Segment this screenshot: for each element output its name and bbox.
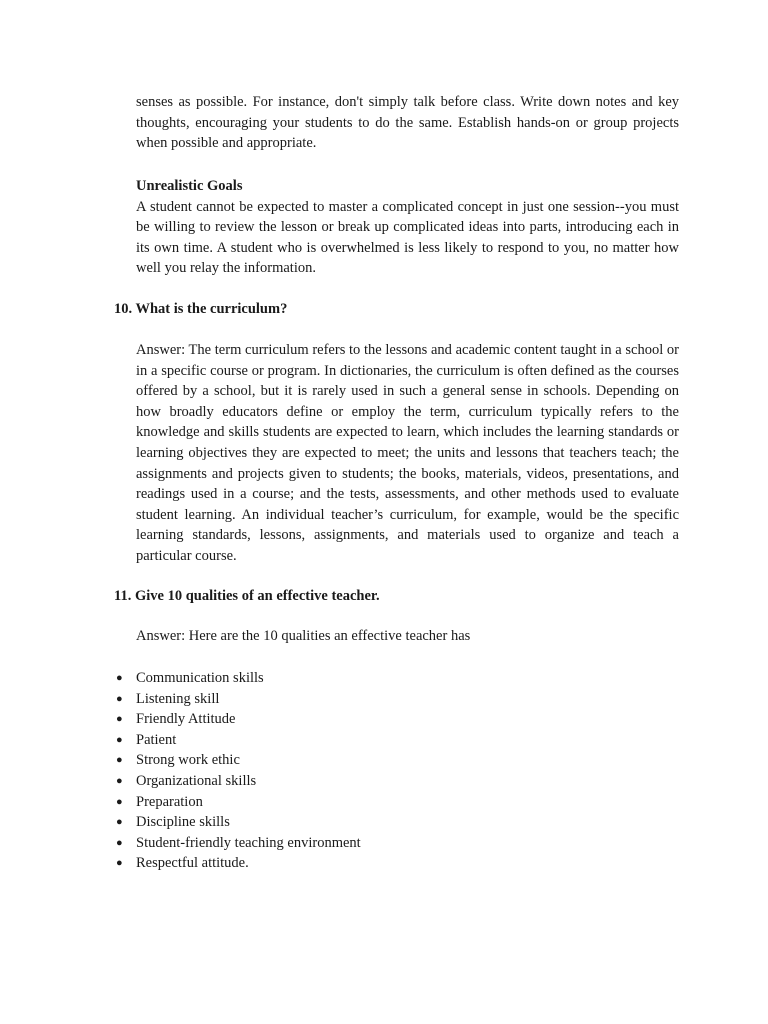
quality-label: Listening skill: [136, 690, 220, 707]
bullet-icon: ●: [116, 774, 123, 787]
quality-label: Strong work ethic: [136, 752, 240, 769]
bullet-icon: ●: [116, 836, 123, 849]
list-item: [114, 812, 361, 833]
question-10-answer: Answer: The term curriculum refers to the lessons and academic content taught in a school or in a specific course or program. In dictionaries, the curriculum is often defined as the courses offered by a school, but it is rarely used in such a general sense in schools. Depending on how broadly educators define or employ the term, curriculum typically refers to the knowledge and skills students are expected to learn, which includes the learning standards or learning objectives they are expected to meet; the units and lessons that teachers teach; the assignments and projects given to students; the books, materials, videos, presentations, and readings used in a course; and the tests, assessments, and other methods used to evaluate student learning. An individual teacher’s curriculum, for example, would be the specific learning standards, lessons, assignments, and materials used to organize and teach a particular course.: [136, 342, 679, 564]
list-item: [114, 853, 361, 874]
list-item: [114, 792, 361, 813]
list-item: [114, 709, 361, 730]
quality-label: Preparation: [136, 793, 203, 810]
bullet-icon: ●: [116, 754, 123, 767]
quality-label: Discipline skills: [136, 814, 230, 831]
list-item: [114, 689, 361, 710]
unrealistic-goals-paragraph: A student cannot be expected to master a complicated concept in just one session--you must be willing to review the lesson or break up complicated ideas into parts, introducing each in its own time. A student who is overwhelmed is less likely to respond to you, no matter how well you relay the information.: [136, 198, 679, 277]
quality-label: Friendly Attitude: [136, 711, 236, 728]
quality-label: Respectful attitude.: [136, 855, 249, 872]
question-11-heading: 11. Give 10 qualities of an effective teacher.: [114, 588, 380, 604]
quality-label: Student-friendly teaching environment: [136, 834, 361, 851]
quality-label: Communication skills: [136, 670, 264, 686]
bullet-icon: ●: [116, 713, 123, 726]
list-item: [114, 668, 361, 689]
bullet-icon: ●: [116, 733, 123, 746]
list-item: [114, 750, 361, 771]
quality-label: Patient: [136, 731, 177, 748]
bullet-icon: ●: [116, 857, 123, 870]
question-10-heading: 10. What is the curriculum?: [114, 301, 288, 317]
unrealistic-goals-heading: Unrealistic Goals: [136, 178, 243, 194]
list-item: [114, 730, 361, 751]
bullet-icon: ●: [116, 795, 123, 808]
qualities-list: [114, 668, 361, 874]
bullet-icon: ●: [116, 672, 123, 684]
intro-continuation-paragraph: senses as possible. For instance, don't simply talk before class. Write down notes and key thoughts, encouraging your students to do the same. Establish hands-on or group projects when possible and appropriate.: [136, 94, 679, 152]
list-item: [114, 771, 361, 792]
bullet-icon: ●: [116, 692, 123, 705]
question-11-answer-intro: Answer: Here are the 10 qualities an effective teacher has: [136, 628, 471, 644]
bullet-icon: ●: [116, 816, 123, 829]
list-item: [114, 833, 361, 854]
quality-label: Organizational skills: [136, 772, 257, 789]
